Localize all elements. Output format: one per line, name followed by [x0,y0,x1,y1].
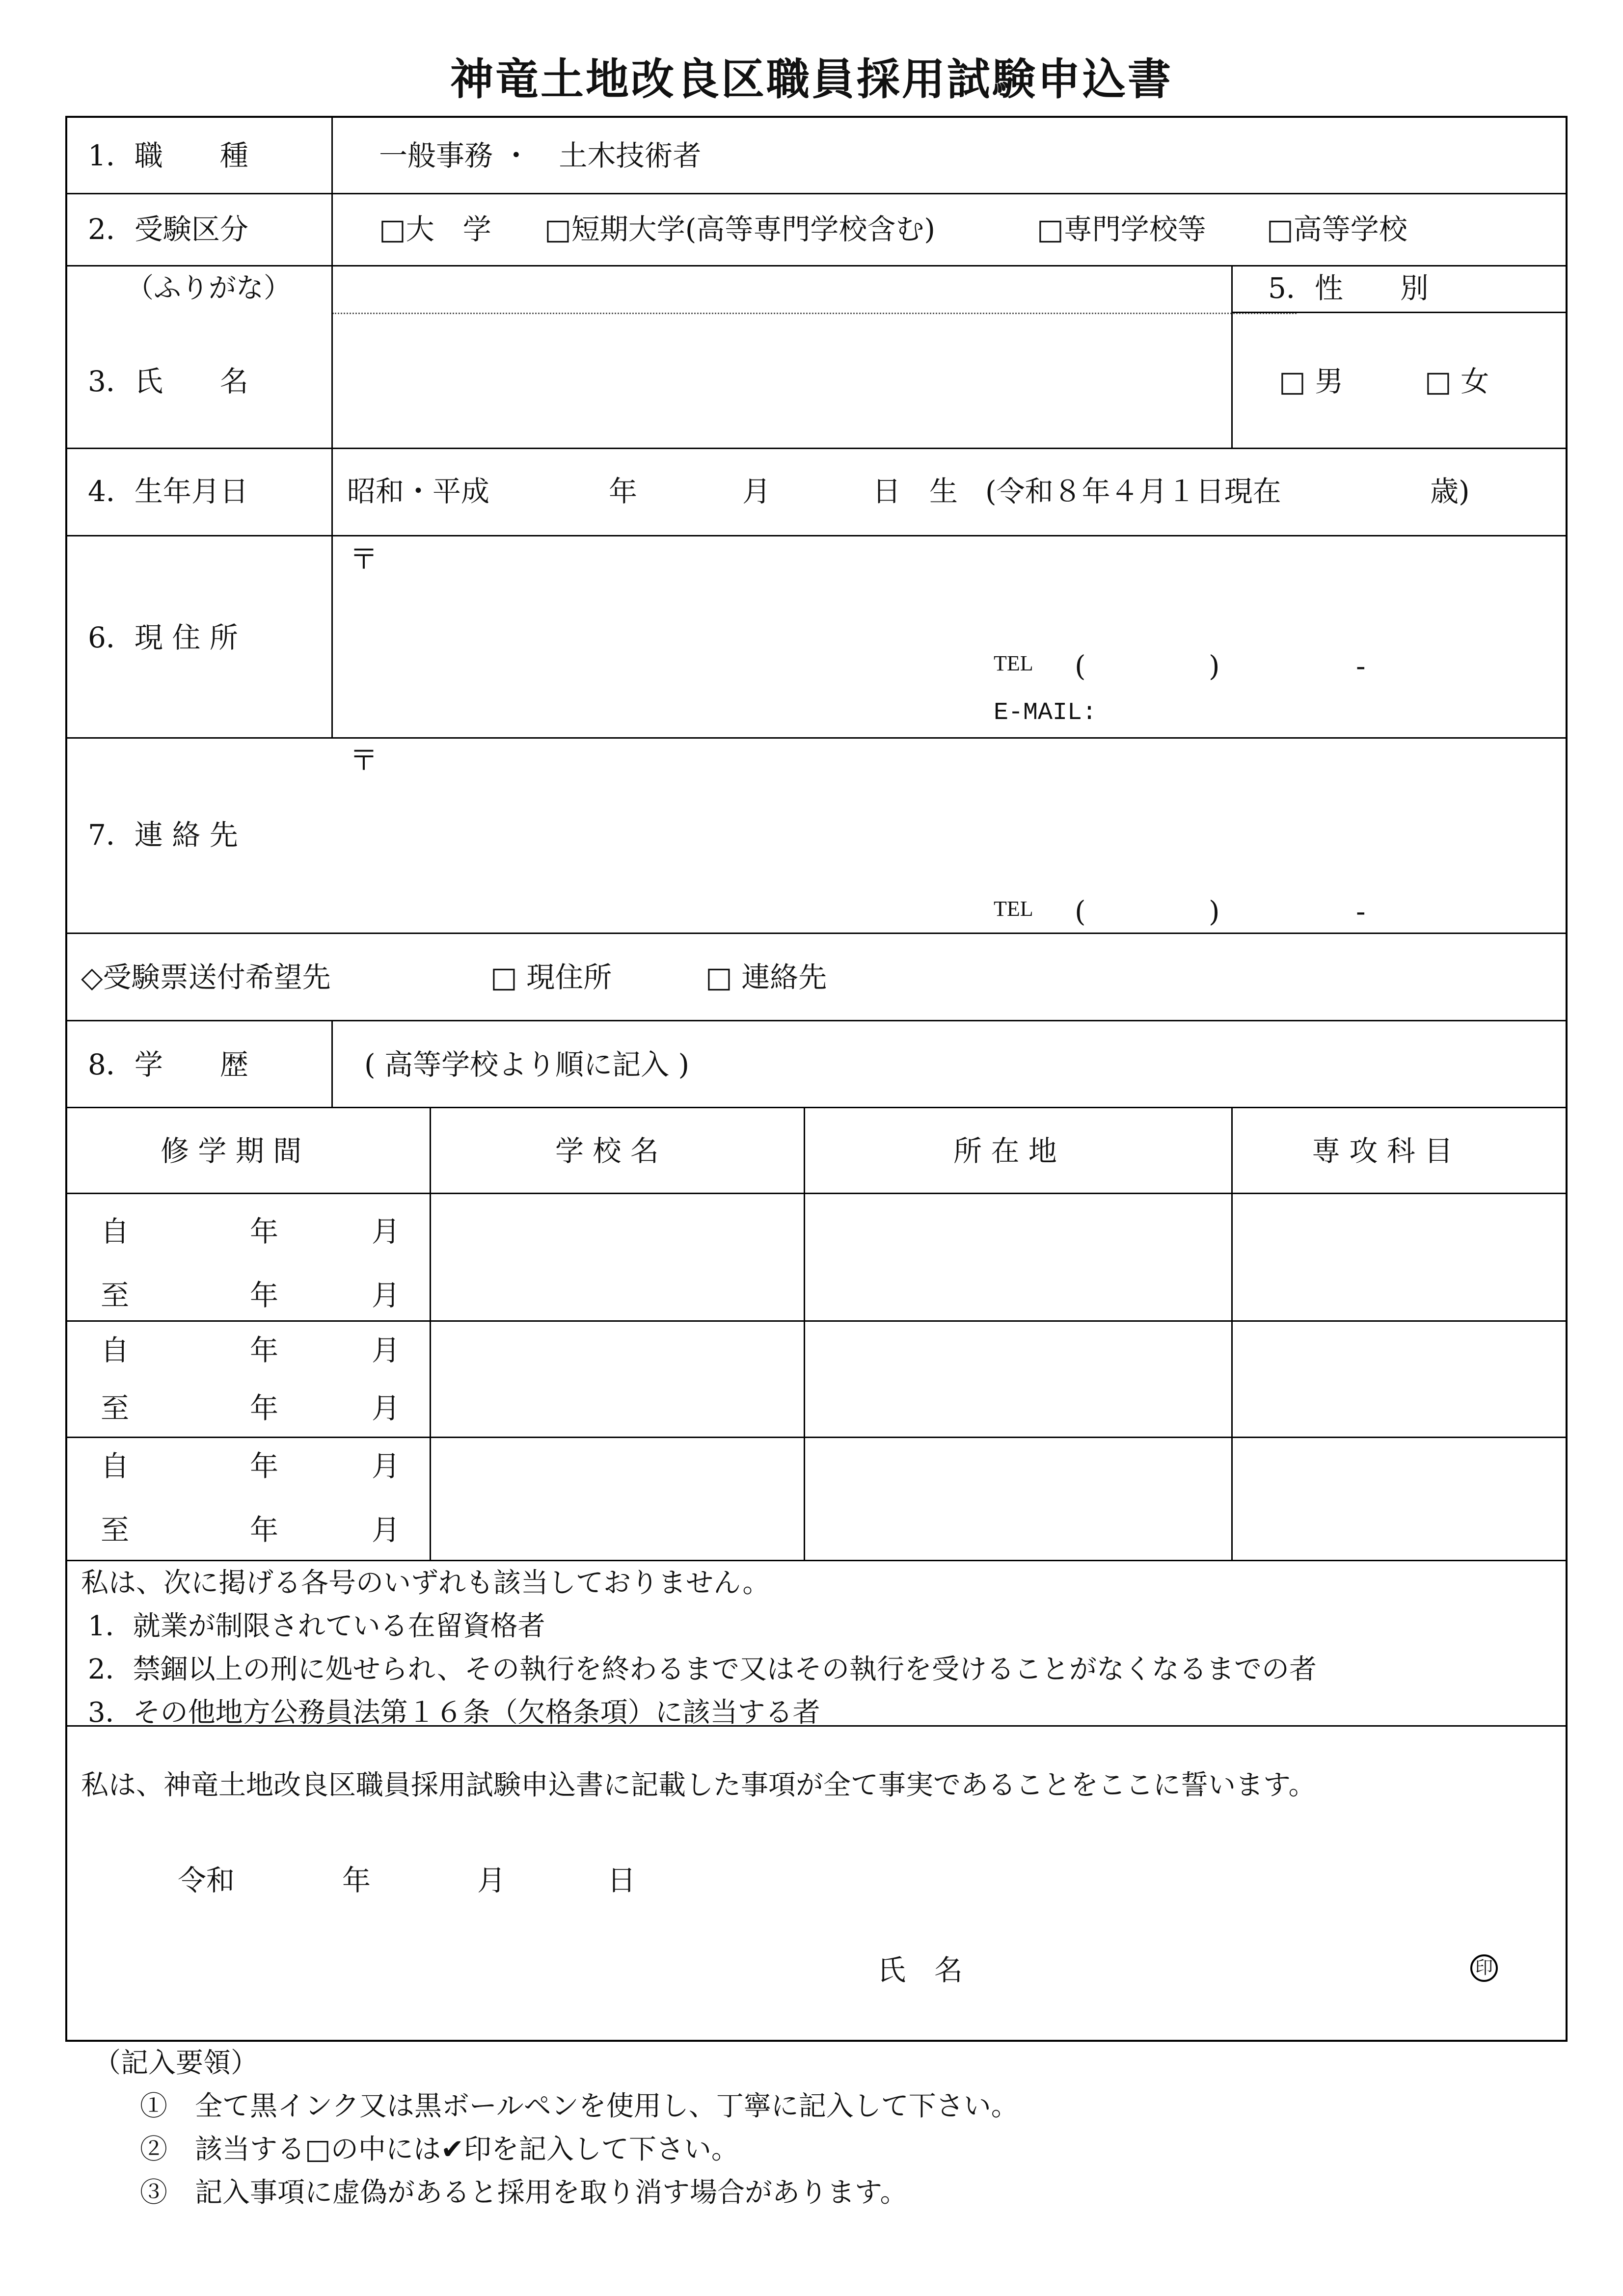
exam-category-label: 2．受験区分 [88,213,248,246]
period-year-unit: 年 [250,1334,279,1367]
note-item-1: ① 全て黒インク又は黒ボールペンを使用し、丁寧に記入して下さい。 [140,2090,1019,2122]
declaration-intro: 私は、次に掲げる各号のいずれも該当しておりません。 [81,1567,770,1599]
oath-month-unit: 月 [477,1864,506,1897]
address-field[interactable] [335,579,973,663]
address-label: 6．現 住 所 [88,621,238,654]
address-postal-mark: 〒 [350,542,379,576]
period-month-unit: 月 [372,1513,401,1547]
period-year-unit: 年 [250,1449,279,1483]
birth-label: 4．生年月日 [88,475,248,508]
declaration-item-2: 2．禁錮以上の刑に処せられ、その執行を終わるまで又はその執行を受けることがなくなるまでの者 [88,1654,1317,1685]
period-month-unit: 月 [372,1279,401,1312]
furigana-label: （ふりがな） [126,272,291,304]
period-to-label: 至 [101,1513,130,1547]
period-from-label: 自 [101,1334,130,1367]
notes-heading: （記入要領） [93,2047,258,2079]
period-from-label: 自 [101,1215,130,1248]
job-type-value: 一般事務 ・ 土木技術者 [379,139,702,172]
birth-month-unit: 月 [742,475,771,508]
period-from-label: 自 [101,1449,130,1483]
period-month-unit: 月 [372,1215,401,1248]
header-location: 所 在 地 [953,1134,1057,1168]
period-year-unit: 年 [250,1215,279,1248]
contact-label: 7．連 絡 先 [88,818,238,852]
furigana-field[interactable] [335,268,1228,310]
education-label: 8．学 歴 [88,1048,248,1081]
period-year-unit: 年 [250,1391,279,1425]
form-title: 神竜土地改良区職員採用試験申込書 [450,54,1173,105]
oath-year-unit: 年 [342,1864,371,1897]
gender-female-checkbox[interactable]: □ 女 [1425,365,1489,398]
contact-tel-close: ) [1209,895,1220,928]
header-major: 専 攻 科 目 [1312,1134,1453,1168]
period-to-label: 至 [101,1279,130,1312]
exam-category-highschool[interactable]: □高等学校 [1267,213,1407,246]
period-month-unit: 月 [372,1449,401,1483]
address-tel-close: ) [1209,649,1220,683]
declaration-item-3: 3．その他地方公務員法第１６条（欠格条項）に該当する者 [88,1697,820,1729]
declaration-item-1: 1．就業が制限されている在留資格者 [88,1610,545,1642]
job-type-label: 1．職 種 [88,139,248,172]
seal-icon [1470,1954,1498,1982]
ticket-destination-label: ◇受験票送付希望先 [81,961,331,994]
oath-day-unit: 日 [607,1864,636,1897]
address-tel-open: ( [1075,649,1086,683]
ticket-current-address-checkbox[interactable]: □ 現住所 [490,961,612,994]
seal-label: 印 [1475,1958,1493,1978]
header-school-name: 学 校 名 [555,1134,659,1168]
birth-day-unit: 日 生 [872,475,958,508]
ticket-contact-checkbox[interactable]: □ 連絡先 [705,961,827,994]
name-field[interactable] [335,315,1228,445]
period-year-unit: 年 [250,1513,279,1547]
period-month-unit: 月 [372,1334,401,1367]
age-unit: 歳) [1430,475,1470,508]
oath-text: 私は、神竜土地改良区職員採用試験申込書に記載した事項が全て事実であることをここに誓います。 [81,1769,1316,1801]
name-label: 3．氏 名 [88,365,248,398]
header-study-period: 修 学 期 間 [161,1134,302,1168]
contact-field[interactable] [335,780,973,864]
age-note: (令和８年４月１日現在 [985,475,1281,508]
email-label: E-MAIL: [994,699,1097,727]
exam-category-vocational[interactable]: □専門学校等 [1037,213,1206,246]
note-item-3: ③ 記入事項に虚偽があると採用を取り消す場合があります。 [140,2177,908,2209]
contact-tel-dash: - [1356,895,1366,928]
signature-field[interactable] [975,1944,1427,1998]
application-form [65,116,1568,2042]
period-month-unit: 月 [372,1391,401,1425]
period-to-label: 至 [101,1391,130,1425]
contact-postal-mark: 〒 [350,744,379,777]
oath-era: 令和 [178,1864,235,1897]
period-year-unit: 年 [250,1279,279,1312]
exam-category-junior-college[interactable]: □短期大学(高等専門学校含む) [544,213,936,246]
address-tel-dash: - [1356,649,1366,683]
birth-year-unit: 年 [609,475,638,508]
contact-tel-label: TEL [994,897,1033,921]
contact-tel-open: ( [1075,895,1086,928]
note-item-2: ② 該当する□の中には✔印を記入して下さい。 [140,2134,739,2165]
gender-male-checkbox[interactable]: □ 男 [1279,365,1344,398]
education-note: ( 高等学校より順に記入 ) [364,1048,690,1081]
signature-label: 氏 名 [877,1953,963,1987]
address-tel-label: TEL [994,651,1033,675]
birth-era: 昭和・平成 [347,475,490,508]
gender-label: 5．性 別 [1268,271,1429,305]
exam-category-university[interactable]: □大 学 [379,213,491,246]
